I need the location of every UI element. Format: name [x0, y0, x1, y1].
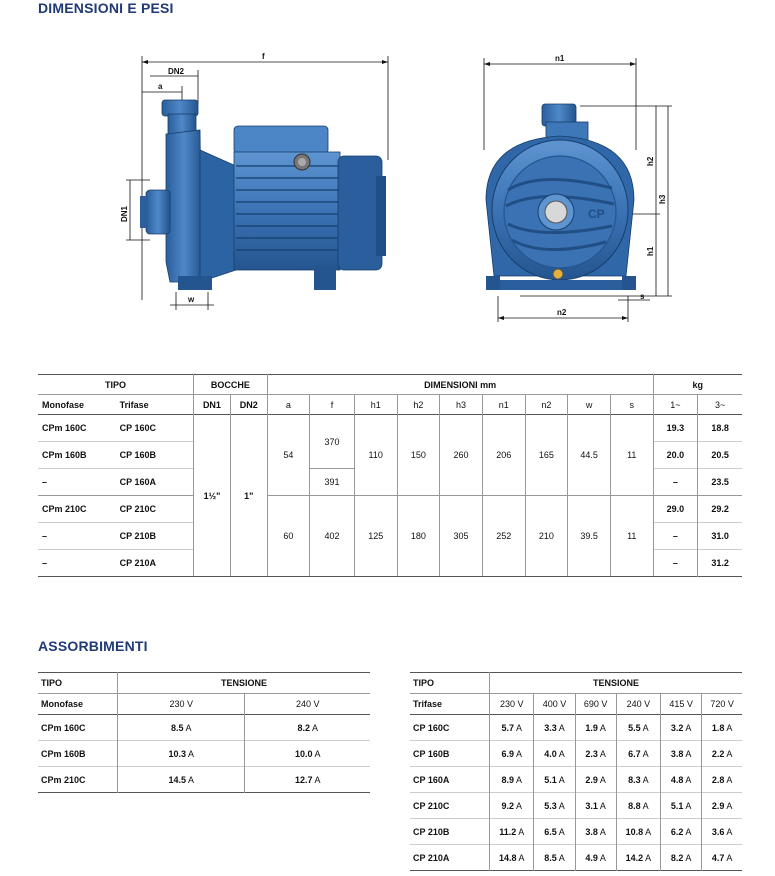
absorption-monofase-table — [38, 672, 370, 793]
table-row — [38, 767, 370, 793]
cell-current: 5.1 A — [534, 767, 575, 793]
col-header-tensione: TENSIONE — [220, 678, 267, 688]
cell-monofase: CPm 160B — [42, 450, 87, 460]
col-header-dn2: DN2 — [230, 395, 267, 415]
col-header-trifase: Trifase — [116, 395, 194, 415]
col-header-kg: kg — [653, 375, 742, 395]
table-row — [38, 415, 742, 442]
cell-current: 3.8 A — [575, 819, 616, 845]
cell-current: 4.0 A — [534, 741, 575, 767]
cell-n2: 210 — [525, 496, 568, 577]
cell-current: 14.2 A — [616, 845, 660, 871]
col-header-volt: 240 V — [295, 699, 320, 709]
cell-current: 8.5 A — [118, 715, 245, 741]
cell-tipo: CP 210A — [410, 845, 490, 871]
cell-current: 4.7 A — [711, 852, 733, 863]
dim-label-h3: h3 — [658, 194, 667, 204]
col-header-volt: 690 V — [575, 694, 616, 715]
cell-tipo: CPm 160C — [38, 715, 118, 741]
cell-trifase: CP 160C — [116, 415, 194, 442]
cell-n1: 206 — [482, 415, 525, 496]
cell-a: 60 — [267, 496, 310, 577]
col-header-volt: 240 V — [616, 694, 660, 715]
cell-kg3: 31.2 — [711, 558, 729, 568]
cell-trifase: CP 210C — [116, 496, 194, 523]
cell-current: 8.8 A — [616, 793, 660, 819]
cell-current: 4.8 A — [661, 767, 702, 793]
col-header-f: f — [310, 395, 355, 415]
cell-current: 14.5 A — [118, 767, 245, 793]
cell-kg3: 18.8 — [711, 423, 729, 433]
dimensions-table — [38, 374, 742, 577]
dim-label-a: a — [158, 82, 163, 91]
table-row — [38, 715, 370, 741]
col-header-volt: 230 V — [490, 694, 534, 715]
dim-label-w: w — [188, 295, 195, 304]
cell-current: 2.9 A — [711, 800, 733, 811]
cell-current: 11.2 A — [490, 819, 534, 845]
cell-trifase: CP 160B — [116, 442, 194, 469]
cell-kg1: 29.0 — [653, 496, 698, 523]
col-header-monofase: Monofase — [38, 694, 118, 715]
cell-current: 3.8 A — [661, 741, 702, 767]
table-row — [410, 715, 742, 741]
col-header-dimensioni: DIMENSIONI mm — [267, 375, 653, 395]
col-header-dn1: DN1 — [194, 395, 231, 415]
dim-label-n1: n1 — [555, 54, 565, 63]
cell-current: 8.2 A — [297, 722, 318, 733]
cell-dn1: 1½" — [194, 415, 231, 577]
dim-label-dn1: DN1 — [120, 205, 129, 222]
cell-tipo: CPm 210C — [38, 767, 118, 793]
table-row — [410, 819, 742, 845]
cell-current: 2.9 A — [575, 767, 616, 793]
col-header-volt: 415 V — [661, 694, 702, 715]
cell-tipo: CP 160B — [410, 741, 490, 767]
col-header-volt: 400 V — [534, 694, 575, 715]
cell-dn2: 1" — [230, 415, 267, 577]
cell-monofase: – — [42, 558, 48, 568]
cell-kg1: – — [653, 550, 698, 577]
cell-current: 5.7 A — [490, 715, 534, 741]
table-row — [410, 793, 742, 819]
cell-current: 6.9 A — [490, 741, 534, 767]
cell-current: 2.8 A — [711, 774, 733, 785]
cell-current: 5.1 A — [661, 793, 702, 819]
cell-w: 44.5 — [568, 415, 611, 496]
col-header-a: a — [267, 395, 310, 415]
col-header-h1: h1 — [354, 395, 397, 415]
cell-kg3: 31.0 — [711, 531, 729, 541]
col-header-bocche: BOCCHE — [194, 375, 268, 395]
cell-current: 3.6 A — [711, 826, 733, 837]
col-header-volt: 720 V — [710, 699, 734, 709]
cell-current: 3.3 A — [534, 715, 575, 741]
col-header-kg3: 3~ — [714, 399, 726, 410]
table-row — [410, 845, 742, 871]
cell-kg1: 19.3 — [653, 415, 698, 442]
cell-kg3: 20.5 — [711, 450, 729, 460]
dim-label-h1: h1 — [646, 246, 655, 256]
cell-current: 5.5 A — [616, 715, 660, 741]
cell-n2: 165 — [525, 415, 568, 496]
cell-current: 6.5 A — [534, 819, 575, 845]
cell-current: 2.3 A — [575, 741, 616, 767]
col-header-w: w — [568, 395, 611, 415]
cell-h2: 180 — [397, 496, 440, 577]
table-row — [38, 496, 742, 523]
cell-n1: 252 — [482, 496, 525, 577]
col-header-h3: h3 — [440, 395, 483, 415]
dim-label-f: f — [262, 52, 265, 61]
col-header-monofase: Monofase — [42, 399, 85, 410]
cell-kg1: – — [653, 523, 698, 550]
cell-current: 3.1 A — [575, 793, 616, 819]
brand-mark: CP — [588, 207, 605, 221]
cell-current: 5.3 A — [534, 793, 575, 819]
cell-current: 8.3 A — [616, 767, 660, 793]
col-header-n1: n1 — [482, 395, 525, 415]
cell-current: 10.3 A — [118, 741, 245, 767]
dim-label-dn2: DN2 — [168, 67, 185, 76]
cell-h3: 305 — [440, 496, 483, 577]
cell-current: 9.2 A — [490, 793, 534, 819]
cell-h2: 150 — [397, 415, 440, 496]
cell-current: 8.5 A — [534, 845, 575, 871]
cell-kg1: 20.0 — [653, 442, 698, 469]
cell-current: 6.2 A — [661, 819, 702, 845]
cell-kg3: 29.2 — [711, 504, 729, 514]
cell-current: 1.8 A — [711, 722, 733, 733]
cell-f: 370 — [310, 415, 355, 469]
cell-trifase: CP 160A — [116, 469, 194, 496]
col-header-trifase: Trifase — [410, 694, 490, 715]
section-title-absorption: ASSORBIMENTI — [38, 638, 148, 654]
cell-current: 6.7 A — [616, 741, 660, 767]
cell-current: 8.9 A — [490, 767, 534, 793]
cell-tipo: CP 160C — [410, 715, 490, 741]
cell-h1: 110 — [354, 415, 397, 496]
pump-technical-drawing — [0, 18, 775, 358]
cell-current: 12.7 A — [294, 774, 321, 785]
table-row — [410, 741, 742, 767]
cell-f: 391 — [310, 469, 355, 496]
cell-monofase: – — [42, 531, 48, 541]
cell-tipo: CP 210B — [410, 819, 490, 845]
cell-tipo: CP 160A — [410, 767, 490, 793]
cell-monofase: – — [42, 477, 48, 487]
col-header-n2: n2 — [525, 395, 568, 415]
cell-tipo: CP 210C — [410, 793, 490, 819]
cell-current: 8.2 A — [661, 845, 702, 871]
col-header-h2: h2 — [397, 395, 440, 415]
cell-current: 2.2 A — [711, 748, 733, 759]
cell-a: 54 — [267, 415, 310, 496]
cell-s: 11 — [610, 415, 653, 496]
cell-w: 39.5 — [568, 496, 611, 577]
col-header-tensione: TENSIONE — [592, 678, 639, 688]
col-header-volt: 230 V — [118, 694, 245, 715]
cell-tipo: CPm 160B — [38, 741, 118, 767]
dim-label-h2: h2 — [646, 156, 655, 166]
table-row — [410, 767, 742, 793]
cell-kg3: 23.5 — [711, 477, 729, 487]
col-header-tipo: TIPO — [38, 375, 194, 395]
absorption-trifase-table — [410, 672, 742, 871]
pump-front-view — [486, 104, 636, 290]
cell-trifase: CP 210B — [116, 523, 194, 550]
cell-s: 11 — [610, 496, 653, 577]
cell-monofase: CPm 210C — [42, 504, 87, 514]
cell-f: 402 — [310, 496, 355, 577]
col-header-s: s — [610, 395, 653, 415]
col-header-kg1: 1~ — [653, 395, 698, 415]
dim-label-n2: n2 — [557, 308, 567, 317]
table-row — [38, 741, 370, 767]
cell-h1: 125 — [354, 496, 397, 577]
cell-monofase: CPm 160C — [42, 423, 87, 433]
cell-current: 14.8 A — [490, 845, 534, 871]
cell-current: 1.9 A — [575, 715, 616, 741]
dim-label-s: s — [640, 292, 645, 301]
cell-h3: 260 — [440, 415, 483, 496]
cell-kg1: – — [653, 469, 698, 496]
section-title-dimensions: DIMENSIONI E PESI — [38, 0, 174, 16]
col-header-tipo: TIPO — [410, 673, 490, 694]
cell-current: 10.0 A — [294, 748, 321, 759]
cell-current: 10.8 A — [616, 819, 660, 845]
cell-current: 3.2 A — [661, 715, 702, 741]
col-header-tipo: TIPO — [38, 673, 118, 694]
pump-side-view — [140, 100, 386, 290]
cell-current: 4.9 A — [575, 845, 616, 871]
cell-trifase: CP 210A — [116, 550, 194, 577]
